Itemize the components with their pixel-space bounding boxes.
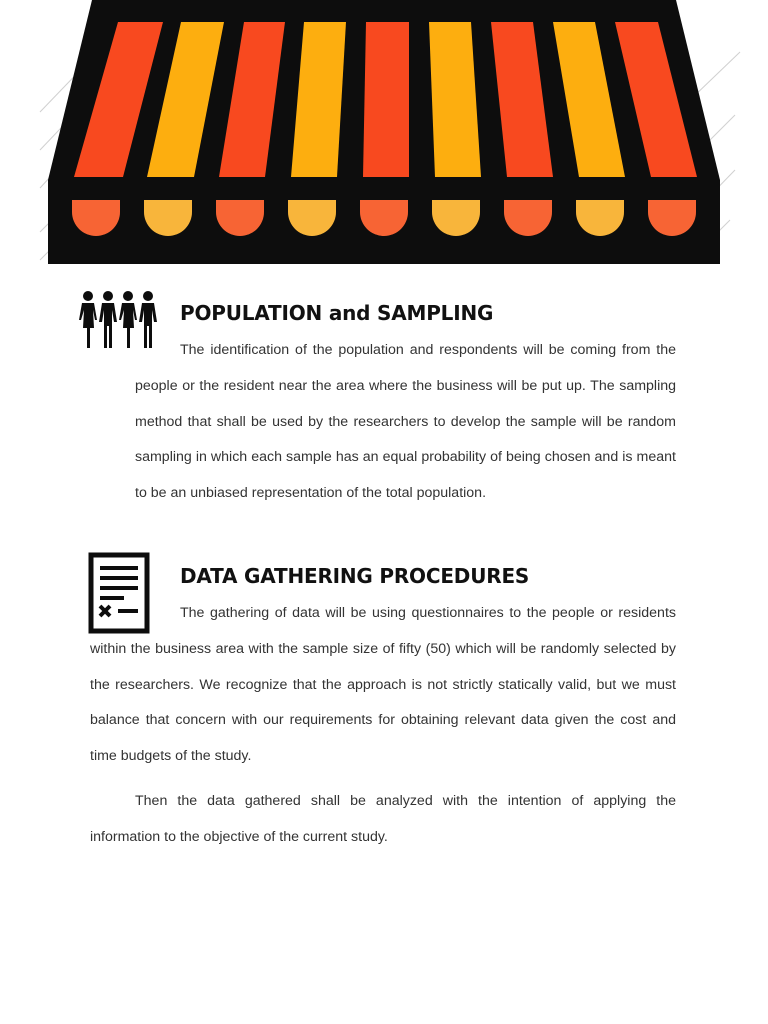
population-paragraph: The identification of the population and respondents will be coming from the people or the resident near the area where the business will be put up. The sampling method that shall be used by the researchers to develop the sample will be random sampling in which each sample has an equal probability of being chosen and is meant to be an unbiased representation of the total population. [135,342,676,502]
store-awning-icon [0,0,768,265]
section-title-population: POPULATION and SAMPLING [180,301,494,325]
data-gathering-paragraph-1: The gathering of data will be using questionnaires to the people or residents within the business area with the sample size of fifty (50) which will be randomly selected by the researchers. We recognize that the approach is not strictly statically valid, but we must balance that concern with our requirements for obtaining relevant data given the cost and time budgets of the study. [90,605,676,765]
awning-stripe [363,22,409,177]
awning-scallops [72,200,696,236]
section-title-data-gathering: DATA GATHERING PROCEDURES [180,564,530,588]
data-gathering-paragraph-2: Then the data gathered shall be analyzed with the intention of applying the information to the objective of the current study. [90,793,676,845]
